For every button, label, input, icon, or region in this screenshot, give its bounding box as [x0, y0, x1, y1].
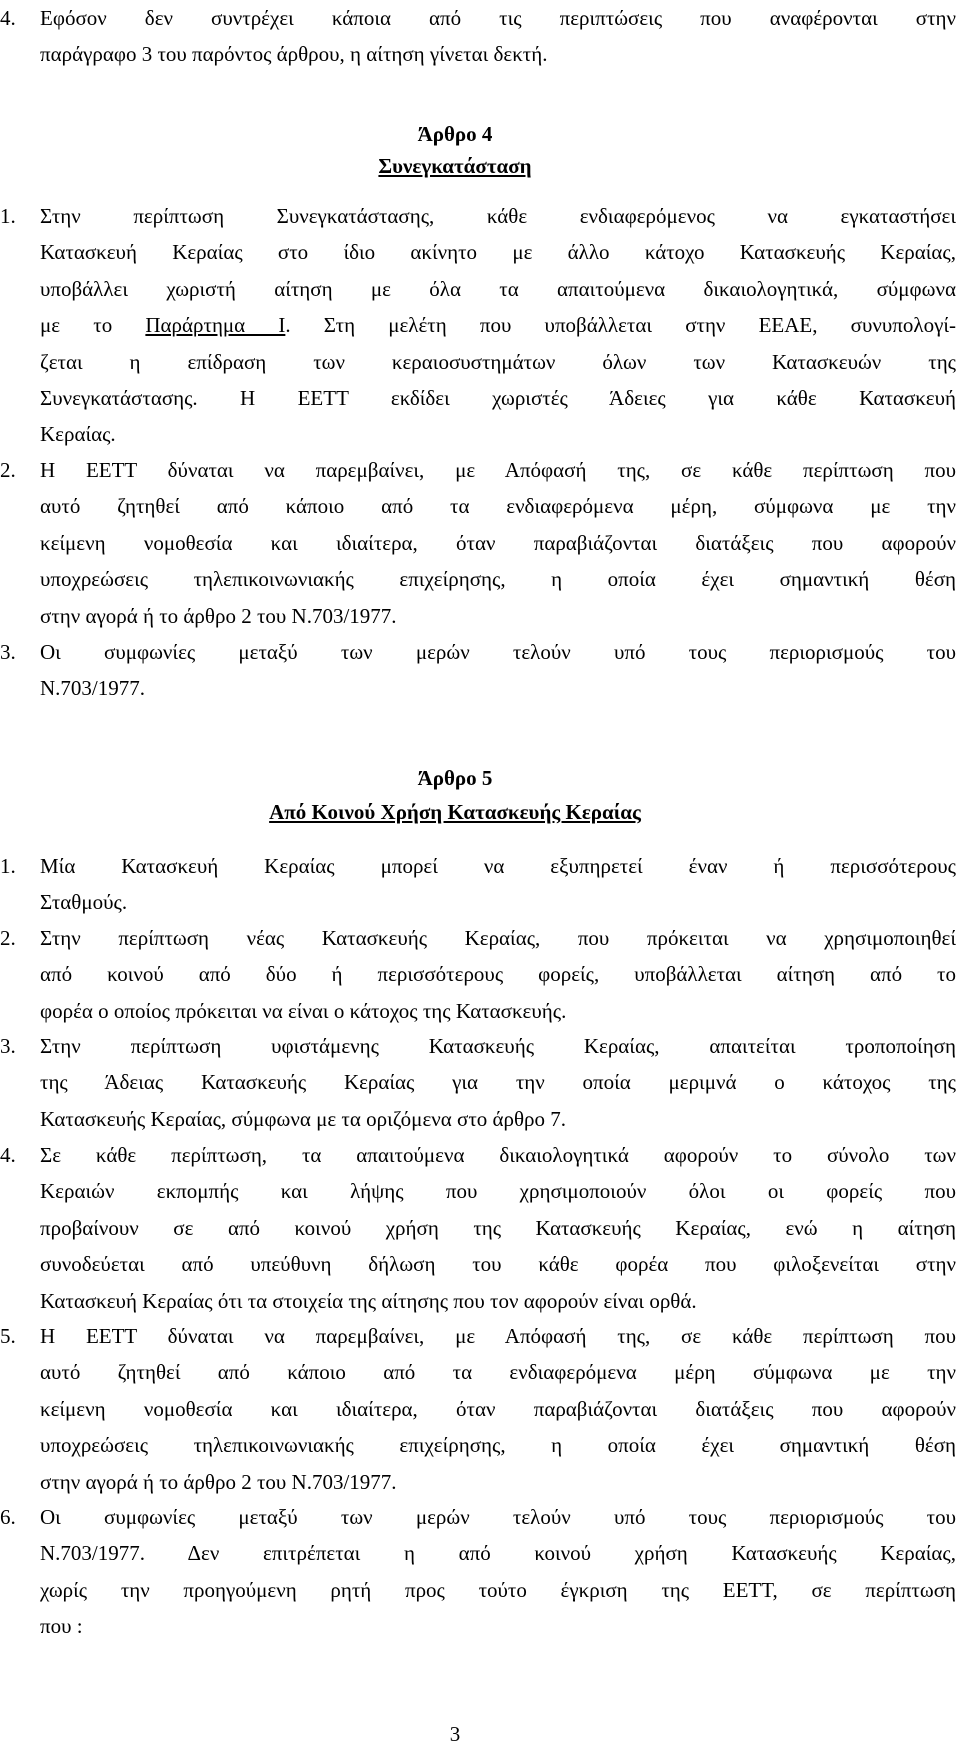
item-text: Η ΕΕΤΤ δύναται να παρεμβαίνει, με Απόφασή της, σε κάθε περίπτωση που αυτό ζητηθεί από κάποιο από τα ενδιαφερόμενα μέρη σύμφωνα με την κείμενη νομοθεσία και ιδιαίτερα, όταν παραβιάζονται διατάξεις που αφορούν υποχρεώσεις τηλεπικοινωνιακής επιχείρησης, η οποία έχει σημαντική θέση στην αγορά ή το άρθρο 2 του Ν.703/1977.	[40, 1324, 956, 1494]
item-text: Στην περίπτωση νέας Κατασκευής Κεραίας, που πρόκειται να χρησιμοποιηθεί από κοινού από δύο ή περισσότερους φορείς, υποβάλλεται αίτηση από το φορέα ο οποίος πρόκειται να είναι ο κάτοχος της Κατασκευής.	[40, 926, 956, 1023]
item-number: 5.	[0, 1324, 16, 1348]
item-number: 2.	[0, 458, 16, 482]
annex-link[interactable]: Παράρτημα Ι	[145, 313, 286, 338]
item-number: 4.	[0, 1143, 16, 1167]
item-text: Στην περίπτωση Συνεγκατάστασης, κάθε ενδιαφερόμενος να εγκαταστήσει Κατασκευή Κεραίας στο ίδιο ακίνητο με άλλο κάτοχο Κατασκευής Κεραίας, υποβάλλει χωριστή αίτηση με όλα τα απαιτούμενα δικαιολογητικά, σύμφωνα με το Παράρτημα Ι. Στη μελέτη που υποβάλλεται στην ΕΕΑΕ, συνυπολογί- ζεται η επίδραση των κεραιοσυστημάτων όλων των Κατασκευών της Συνεγκατάστασης. Η ΕΕΤΤ εκδίδει χωριστές Άδειες για κάθε Κατασκευή Κεραίας.	[40, 204, 956, 447]
item-text: Εφόσον δεν συντρέχει κάποια από τις περιπτώσεις που αναφέρονται στην παράγραφο 3 του παρόντος άρθρου, η αίτηση γίνεται δεκτή.	[40, 6, 956, 67]
article-5-subtitle: Από Κοινού Χρήση Κατασκευής Κεραίας	[269, 800, 641, 824]
item-number: 4.	[0, 6, 16, 30]
item-number: 2.	[0, 926, 16, 950]
item-number: 3.	[0, 640, 16, 664]
item-text: Η ΕΕΤΤ δύναται να παρεμβαίνει, με Απόφασή της, σε κάθε περίπτωση που αυτό ζητηθεί από κάποιο από τα ενδιαφερόμενα μέρη, σύμφωνα με την κείμενη νομοθεσία και ιδιαίτερα, όταν παραβιάζονται διατάξεις που αφορούν υποχρεώσεις τηλεπικοινωνιακής επιχείρησης, η οποία έχει σημαντική θέση στην αγορά ή το άρθρο 2 του Ν.703/1977.	[40, 458, 956, 628]
article-5-title: Άρθρο 5	[417, 766, 493, 790]
item-text: Μία Κατασκευή Κεραίας μπορεί να εξυπηρετεί έναν ή περισσότερους Σταθμούς.	[40, 854, 956, 915]
item-number: 3.	[0, 1034, 16, 1058]
item-number: 1.	[0, 854, 16, 878]
item-number: 6.	[0, 1505, 16, 1529]
item-text: Σε κάθε περίπτωση, τα απαιτούμενα δικαιολογητικά αφορούν το σύνολο των Κεραιών εκπομπής και λήψης που χρησιμοποιούν όλοι οι φορείς που προβαίνουν σε από κοινού χρήση της Κατασκευής Κεραίας, ενώ η αίτηση συνοδεύεται από υπεύθυνη δήλωση του κάθε φορέα που φιλοξενείται στην Κατασκευή Κεραίας ότι τα στοιχεία της αίτησης που τον αφορούν είναι ορθά.	[40, 1143, 956, 1313]
line-with-link: με το Παράρτημα Ι. Στη μελέτη που υποβάλλεται στην ΕΕΑΕ, συνυπολογί-	[40, 313, 956, 338]
page-number: 3	[449, 1722, 461, 1746]
article-4-subtitle: Συνεγκατάσταση	[378, 154, 532, 178]
item-number: 1.	[0, 204, 16, 228]
item-text: Οι συμφωνίες μεταξύ των μερών τελούν υπό τους περιορισμούς του Ν.703/1977.	[40, 640, 956, 701]
article-4-title: Άρθρο 4	[417, 122, 493, 146]
item-text: Οι συμφωνίες μεταξύ των μερών τελούν υπό τους περιορισμούς του Ν.703/1977. Δεν επιτρέπεται η από κοινού χρήση Κατασκευής Κεραίας, χωρίς την προηγούμενη ρητή προς τούτο έγκριση της ΕΕΤΤ, σε περίπτωση που :	[40, 1505, 956, 1639]
item-text: Στην περίπτωση υφιστάμενης Κατασκευής Κεραίας, απαιτείται τροποποίηση της Άδειας Κατασκευής Κεραίας για την οποία μεριμνά ο κάτοχος της Κατασκευής Κεραίας, σύμφωνα με τα οριζόμενα στο άρθρο 7.	[40, 1034, 956, 1131]
